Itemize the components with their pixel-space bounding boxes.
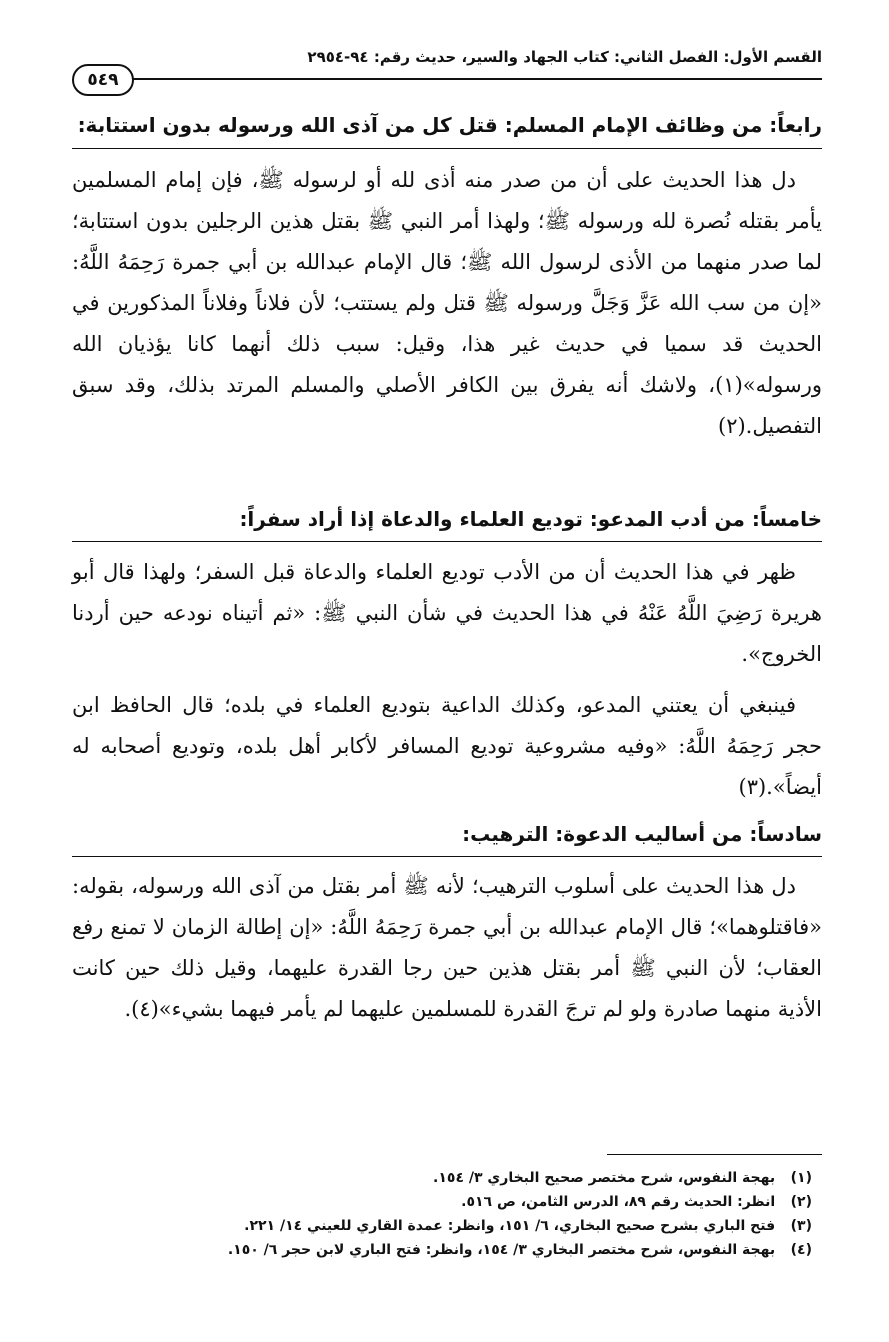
footnote-text: بهجة النفوس، شرح مختصر صحيح البخاري ٣/ ١٥٤.	[433, 1170, 776, 1186]
paragraph: دل هذا الحديث على أسلوب الترهيب؛ لأنه ﷺ أمر بقتل من آذى الله ورسوله، بقوله: «فاقتلوهما»؛ قال الإمام عبدالله بن أبي جمرة رَحِمَهُ اللَّهُ: «إن إطالة الزمان لا تمنع رفع العقاب؛ لأن النبي ﷺ أمر بقتل هذين حين رجا القدرة عليهما، وقيل ذلك حين كانت الأذية منهما صادرة ولو لم ترجَ القدرة للمسلمين عليهما لم يأمر فيهما بشيء»(٤).	[72, 874, 822, 1021]
footnote	[72, 1238, 812, 1262]
footnote	[72, 1214, 812, 1238]
footnote-number: (٣)	[790, 1218, 812, 1234]
footnote-text: انظر: الحديث رقم ٨٩، الدرس الثامن، ص ٥١٦.	[461, 1194, 776, 1210]
section-heading-6: سادساً: من أساليب الدعوة: الترهيب:	[462, 822, 822, 846]
section-rule	[72, 148, 822, 149]
section-heading-4: رابعاً: من وظائف الإمام المسلم: قتل كل من آذى الله ورسوله بدون استتابة:	[77, 113, 822, 137]
footnote-text: بهجة النفوس، شرح مختصر البخاري ٣/ ١٥٤، وانظر: فتح الباري لابن حجر ٦/ ١٥٠.	[227, 1242, 776, 1258]
running-header: القسم الأول: الفصل الثاني: كتاب الجهاد والسير، حديث رقم: ٩٤-٢٩٥٤	[307, 48, 822, 66]
footnote-number: (٤)	[790, 1242, 812, 1258]
footnote-number: (١)	[790, 1170, 812, 1186]
book-page	[72, 44, 822, 1304]
footnotes	[72, 1166, 812, 1262]
page-number-badge: ٥٤٩	[72, 64, 134, 96]
footnote-text: فتح الباري بشرح صحيح البخاري، ٦/ ١٥١، وانظر: عمدة القاري للعيني ١٤/ ٢٢١.	[244, 1218, 776, 1234]
header-rule	[132, 78, 822, 80]
section-heading-5: خامساً: من أدب المدعو: توديع العلماء والدعاة إذا أراد سفراً:	[239, 507, 822, 531]
section-rule	[72, 856, 822, 857]
footnote	[72, 1166, 812, 1190]
paragraph: فينبغي أن يعتني المدعو، وكذلك الداعية بتوديع العلماء في بلده؛ قال الحافظ ابن حجر رَحِمَهُ اللَّهُ: «وفيه مشروعية توديع المسافر لأكابر أهل بلده، وتوديع أصحابه له أيضاً».(٣)	[72, 693, 822, 799]
section-body-4	[72, 160, 822, 447]
paragraph: دل هذا الحديث على أن من صدر منه أذى لله أو لرسوله ﷺ، فإن إمام المسلمين يأمر بقتله نُصرة لله ورسوله ﷺ؛ ولهذا أمر النبي ﷺ بقتل هذين الرجلين بدون استتابة؛ لما صدر منهما من الأذى لرسول الله ﷺ؛ قال الإمام عبدالله بن أبي جمرة رَحِمَهُ اللَّهُ: «إن من سب الله عَزَّ وَجَلَّ ورسوله ﷺ قتل ولم يستتب؛ لأن فلاناً وفلاناً المذكورين في الحديث قد سميا في حديث غير هذا، وقيل: سبب ذلك أنهما كانا يؤذيان الله ورسوله»(١)، ولاشك أنه يفرق بين الكافر الأصلي والمسلم المرتد بذلك، وقد سبق التفصيل.(٢)	[72, 168, 822, 438]
section-rule	[72, 541, 822, 542]
paragraph: ظهر في هذا الحديث أن من الأدب توديع العلماء والدعاة قبل السفر؛ ولهذا قال أبو هريرة رَضِيَ اللَّهُ عَنْهُ في هذا الحديث في شأن النبي ﷺ: «ثم أتيناه نودعه حين أردنا الخروج».	[72, 560, 822, 666]
section-body-6	[72, 866, 822, 1030]
section-body-5	[72, 552, 822, 808]
footnote-separator	[607, 1154, 822, 1155]
footnote-number: (٢)	[790, 1194, 812, 1210]
footnote	[72, 1190, 812, 1214]
